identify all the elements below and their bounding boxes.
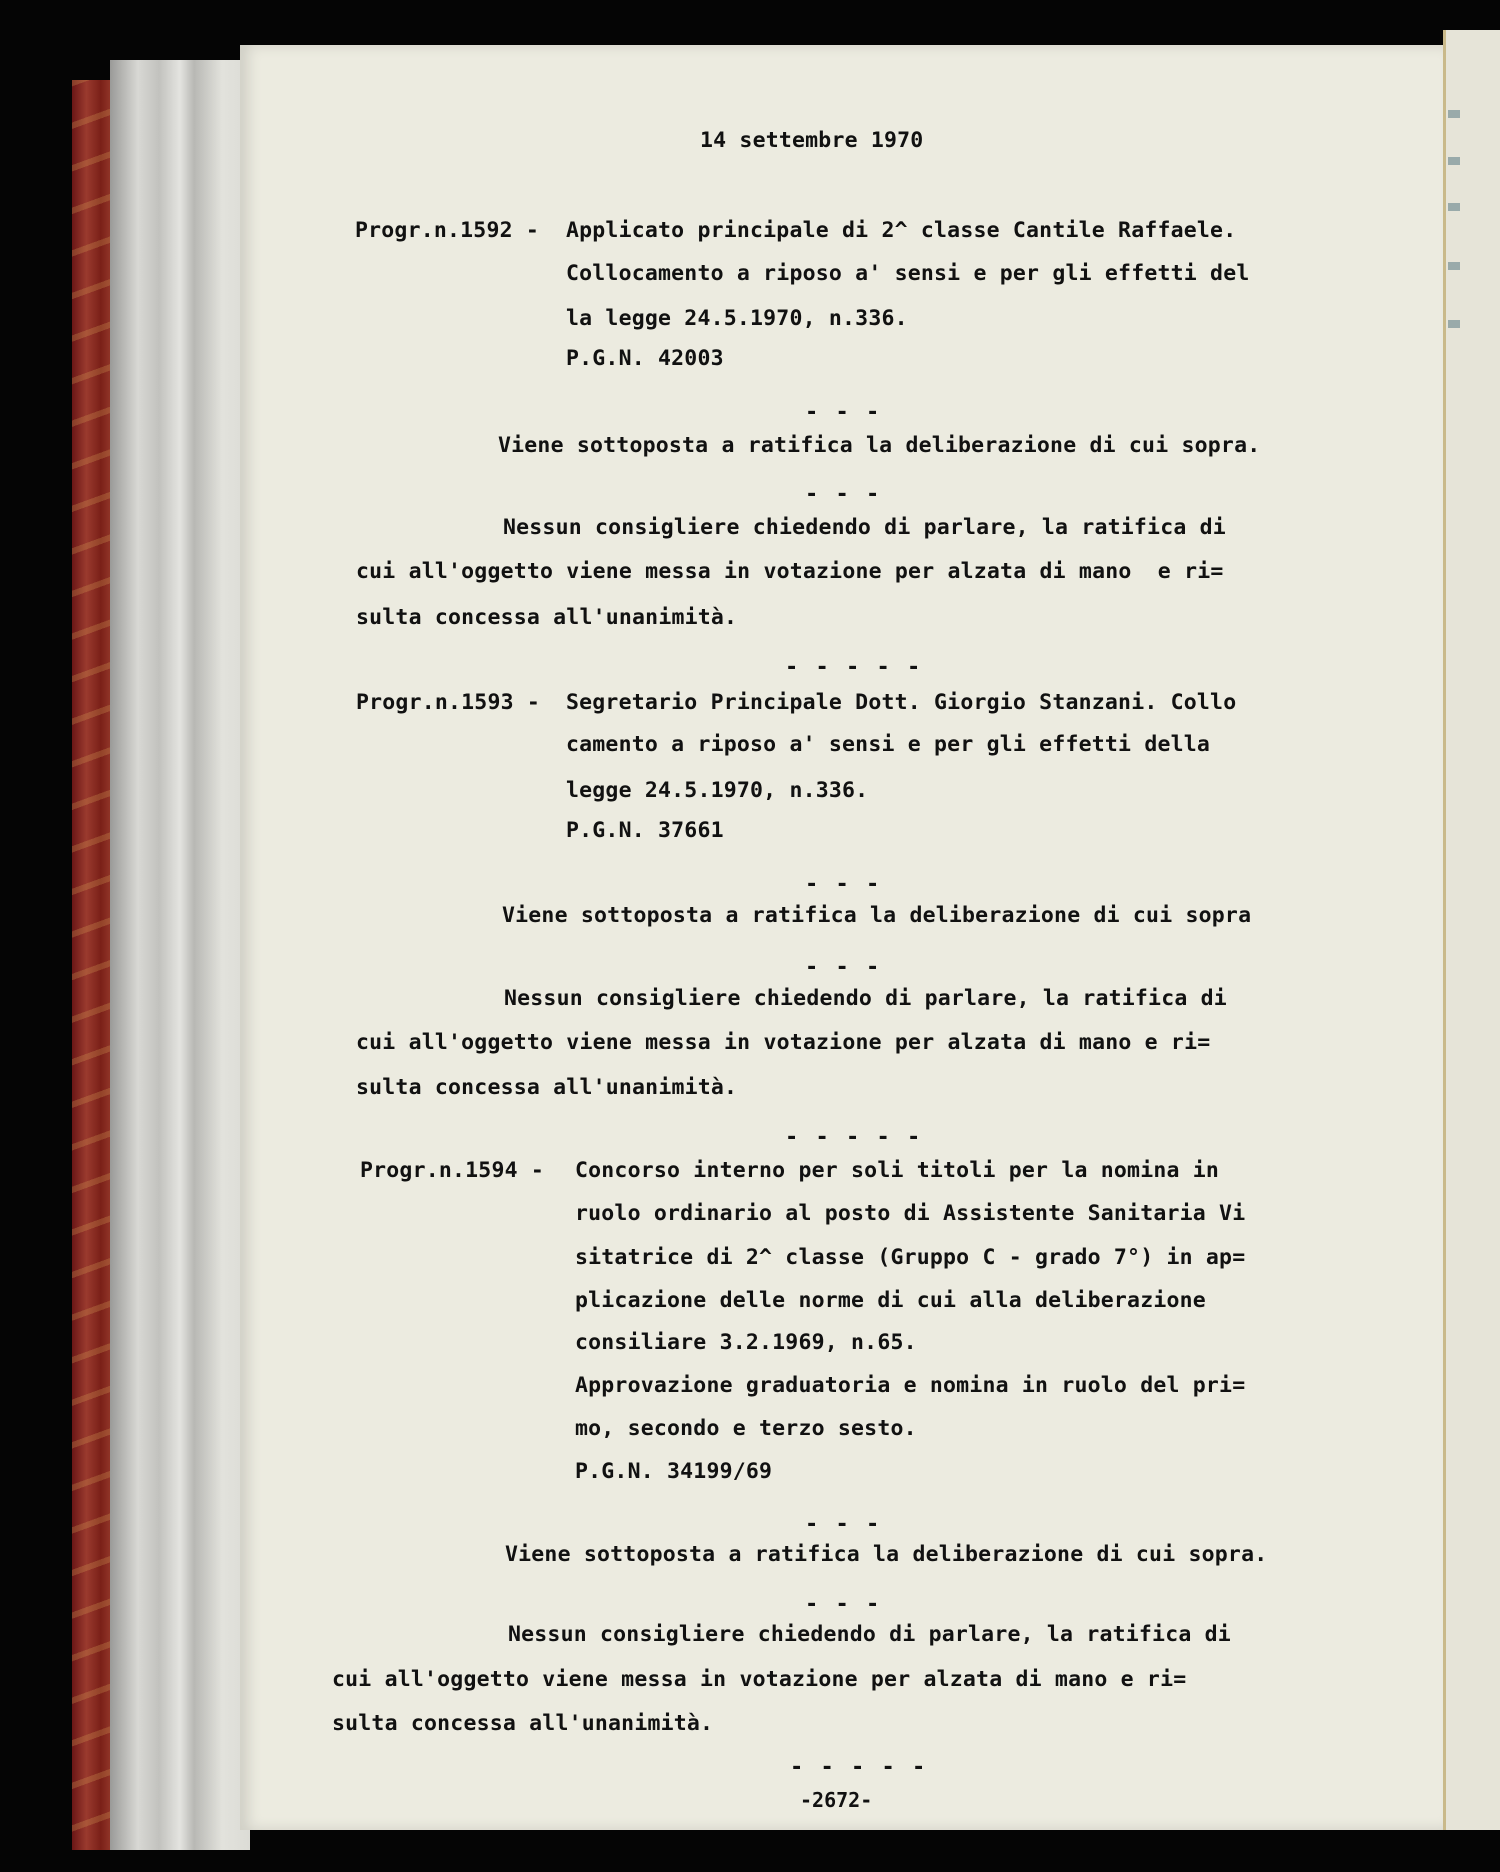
entry-1593-vote: Nessun consigliere chiedendo di parlare, la ratifica di <box>504 986 1227 1011</box>
page-date: 14 settembre 1970 <box>700 128 924 153</box>
entry-1593-pgn: P.G.N. 37661 <box>566 818 724 843</box>
entry-1594-line: ruolo ordinario al posto di Assistente Sanitaria Vi <box>575 1201 1246 1226</box>
entry-1594-progr: Progr.n.1594 - <box>360 1158 545 1183</box>
entry-1593-line: camento a riposo a' sensi e per gli effetti della <box>566 732 1211 757</box>
entry-1593-line: Segretario Principale Dott. Giorgio Stanzani. Collo <box>566 690 1237 715</box>
entry-1592-ratifica: Viene sottoposta a ratifica la deliberazione di cui sopra. <box>498 433 1261 458</box>
entry-1592-line: Collocamento a riposo a' sensi e per gli effetti del <box>566 261 1250 286</box>
separator: - - - - - <box>785 1125 923 1150</box>
entry-1592-vote: sulta concessa all'unanimità. <box>356 605 738 630</box>
entry-1594-line: plicazione delle norme di cui alla deliberazione <box>575 1288 1206 1313</box>
entry-1594-line: Concorso interno per soli titoli per la nomina in <box>575 1158 1220 1183</box>
binding-thread <box>1448 110 1460 118</box>
entry-1594-vote: sulta concessa all'unanimità. <box>332 1711 714 1736</box>
entry-1592-line: la legge 24.5.1970, n.336. <box>566 306 908 331</box>
facing-page-edge <box>1443 30 1500 1830</box>
entry-1594-line: mo, secondo e terzo sesto. <box>575 1416 917 1441</box>
separator: - - - <box>805 482 882 507</box>
entry-1592-line: Applicato principale di 2^ classe Cantile Raffaele. <box>566 218 1237 243</box>
entry-1594-ratifica: Viene sottoposta a ratifica la deliberazione di cui sopra. <box>505 1542 1268 1567</box>
entry-1593-vote: cui all'oggetto viene messa in votazione per alzata di mano e ri= <box>356 1030 1211 1055</box>
binding-thread <box>1448 262 1460 270</box>
entry-1592-vote: cui all'oggetto viene messa in votazione per alzata di mano e ri= <box>356 559 1224 584</box>
entry-1594-line: sitatrice di 2^ classe (Gruppo C - grado 7°) in ap= <box>575 1245 1246 1270</box>
entry-1593-progr: Progr.n.1593 - <box>356 690 541 715</box>
entry-1592-vote: Nessun consigliere chiedendo di parlare, la ratifica di <box>503 515 1226 540</box>
separator: - - - <box>805 955 882 980</box>
separator: - - - <box>805 1592 882 1617</box>
entry-1592-pgn: P.G.N. 42003 <box>566 346 724 371</box>
entry-1593-line: legge 24.5.1970, n.336. <box>566 778 869 803</box>
page-number: -2672- <box>800 1788 873 1812</box>
binding-thread <box>1448 203 1460 211</box>
entry-1594-vote: Nessun consigliere chiedendo di parlare, la ratifica di <box>508 1622 1231 1647</box>
entry-1594-pgn: P.G.N. 34199/69 <box>575 1459 773 1484</box>
entry-1594-line: consiliare 3.2.1969, n.65. <box>575 1330 917 1355</box>
entry-1592-progr: Progr.n.1592 - <box>355 218 540 243</box>
binding-thread <box>1448 320 1460 328</box>
footer-rule: - - - - - <box>790 1755 928 1780</box>
entry-1594-vote: cui all'oggetto viene messa in votazione per alzata di mano e ri= <box>332 1667 1187 1692</box>
entry-1593-vote: sulta concessa all'unanimità. <box>356 1075 738 1100</box>
separator: - - - - - <box>785 655 923 680</box>
entry-1593-ratifica: Viene sottoposta a ratifica la deliberazione di cui sopra <box>502 903 1252 928</box>
entry-1594-line: Approvazione graduatoria e nomina in ruolo del pri= <box>575 1373 1246 1398</box>
separator: - - - <box>805 872 882 897</box>
binding-thread <box>1448 157 1460 165</box>
separator: - - - <box>805 400 882 425</box>
separator: - - - <box>805 1512 882 1537</box>
page-stack-edges <box>110 60 250 1850</box>
